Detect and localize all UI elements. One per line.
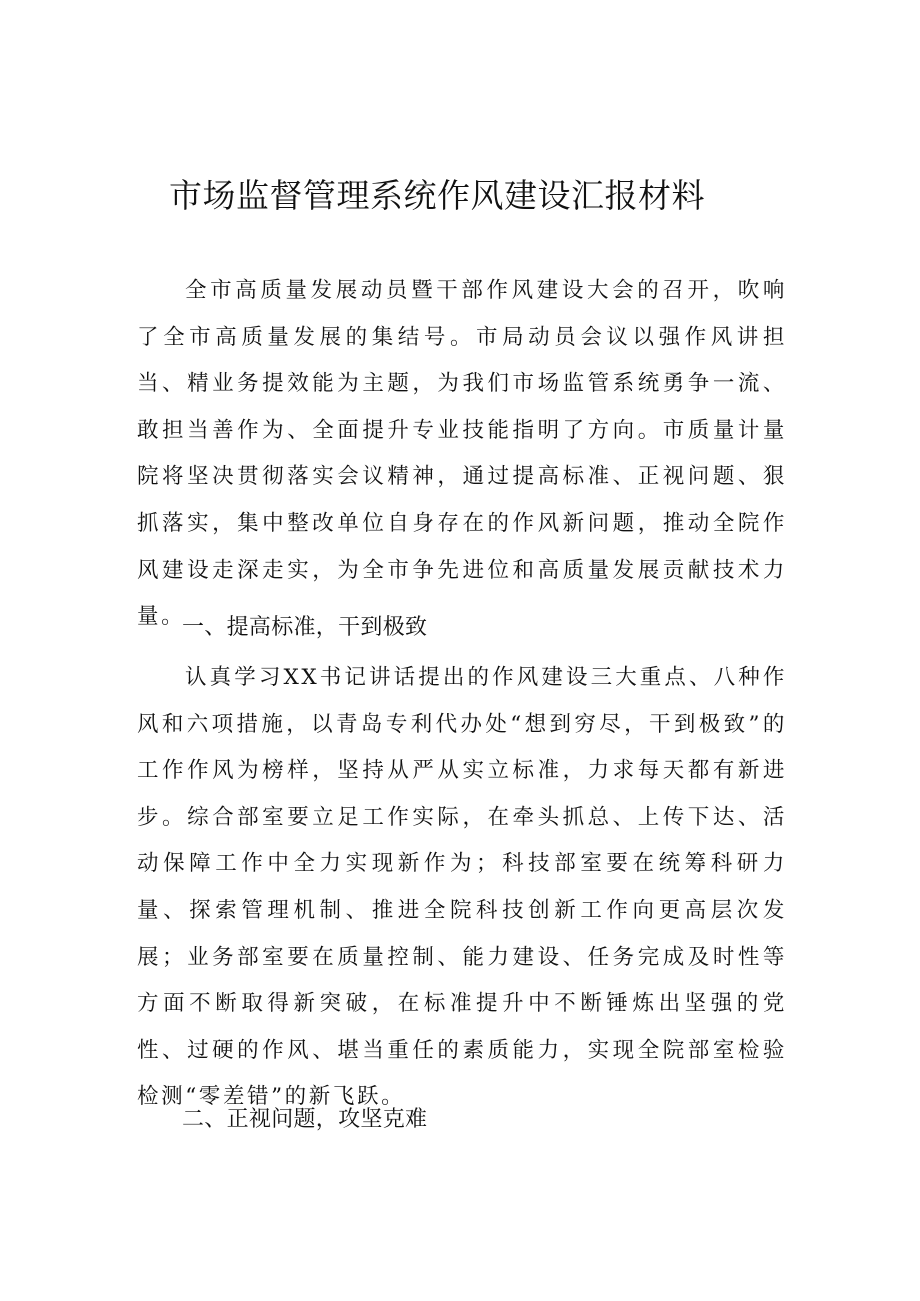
intro-paragraph: 全市高质量发展动员暨干部作风建设大会的召开，吹响了全市高质量发展的集结号。市局动员会议以强作风讲担当、精业务提效能为主题，为我们市场监管系统勇争一流、敢担当善作为、全面提升专业技能指明了方向。市质量计量院将坚决贯彻落实会议精神，通过提高标准、正视问题、狠抓落实，集中整改单位自身存在的作风新问题，推动全院作风建设走深走实，为全市争先进位和高质量发展贡献技术力量。	[137, 278, 787, 630]
document-title: 市场监督管理系统作风建设汇报材料	[169, 176, 705, 215]
section-2-heading: 二、正视问题，攻坚克难	[182, 1107, 428, 1132]
section-1-paragraph: 认真学习XX书记讲话提出的作风建设三大重点、八种作风和六项措施，以青岛专利代办处“想到穷尽，干到极致”的工作作风为榜样，坚持从严从实立标准，力求每天都有新进步。综合部室要立足工作实际，在牵头抓总、上传下达、活动保障工作中全力实现新作为；科技部室要在统筹科研力量、探索管理机制、推进全院科技创新工作向更高层次发展；业务部室要在质量控制、能力建设、任务完成及时性等方面不断取得新突破，在标准提升中不断锤炼出坚强的党性、过硬的作风、堪当重任的素质能力，实现全院部室检验检测“零差错”的新飞跃。	[137, 665, 787, 1110]
section-1-heading: 一、提高标准，干到极致	[182, 615, 428, 640]
